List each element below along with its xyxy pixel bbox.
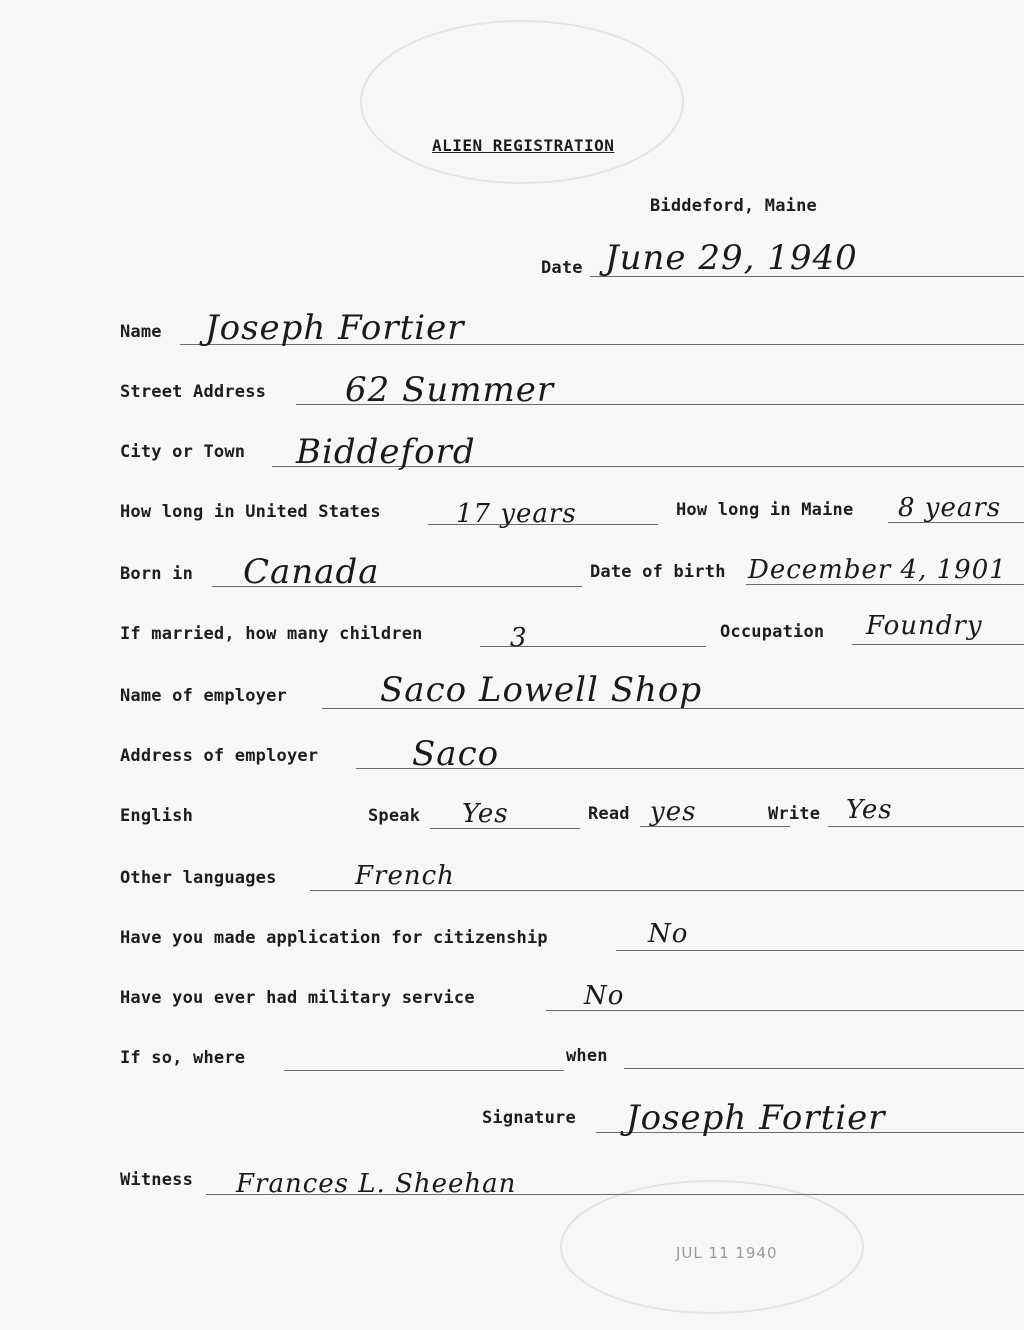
form-title: ALIEN REGISTRATION	[432, 136, 615, 155]
date-label: Date	[541, 258, 583, 278]
write-label: Write	[768, 804, 821, 824]
name-label: Name	[120, 322, 162, 342]
background-bleed-mark	[360, 20, 684, 184]
occupation-label: Occupation	[720, 622, 825, 642]
born-in-label: Born in	[120, 564, 194, 584]
military-label: Have you ever had military service	[120, 988, 475, 1008]
city-or-town-label: City or Town	[120, 442, 246, 462]
street-address-value: 62 Summer	[345, 370, 555, 410]
when-line	[624, 1068, 1024, 1069]
read-label: Read	[588, 804, 630, 824]
date-of-birth-value: December 4, 1901	[748, 555, 1007, 585]
how-long-us-value: 17 years	[456, 499, 577, 529]
when-label: when	[566, 1046, 608, 1066]
military-value: No	[584, 981, 625, 1011]
speak-label: Speak	[368, 806, 421, 826]
english-label: English	[120, 806, 194, 826]
name-value: Joseph Fortier	[205, 308, 465, 348]
citizenship-label: Have you made application for citizenship	[120, 928, 548, 948]
read-value: yes	[650, 797, 697, 827]
date-of-birth-label: Date of birth	[590, 562, 726, 582]
employer-name-label: Name of employer	[120, 686, 287, 706]
witness-label: Witness	[120, 1170, 194, 1190]
speak-value: Yes	[462, 799, 509, 829]
write-value: Yes	[846, 795, 893, 825]
occupation-value: Foundry	[866, 611, 983, 641]
place-heading: Biddeford, Maine	[650, 196, 817, 216]
born-in-value: Canada	[243, 552, 380, 592]
citizenship-value: No	[648, 919, 689, 949]
signature-value: Joseph Fortier	[626, 1098, 886, 1138]
employer-address-label: Address of employer	[120, 746, 319, 766]
employer-address-value: Saco	[412, 734, 500, 774]
other-languages-label: Other languages	[120, 868, 277, 888]
witness-value: Frances L. Sheehan	[236, 1169, 517, 1199]
received-stamp: JUL 11 1940	[676, 1244, 778, 1262]
if-so-where-label: If so, where	[120, 1048, 246, 1068]
other-languages-value: French	[355, 861, 455, 891]
occupation-line	[852, 644, 1024, 645]
city-or-town-value: Biddeford	[296, 432, 476, 472]
signature-label: Signature	[482, 1108, 576, 1128]
how-long-us-label: How long in United States	[120, 502, 381, 522]
if-so-where-line	[284, 1070, 564, 1071]
how-long-maine-value: 8 years	[898, 493, 1002, 523]
street-address-label: Street Address	[120, 382, 267, 402]
how-long-maine-label: How long in Maine	[676, 500, 854, 520]
children-value: 3	[510, 623, 528, 653]
children-label: If married, how many children	[120, 624, 423, 644]
employer-name-value: Saco Lowell Shop	[380, 670, 703, 710]
date-value: June 29, 1940	[605, 238, 858, 278]
